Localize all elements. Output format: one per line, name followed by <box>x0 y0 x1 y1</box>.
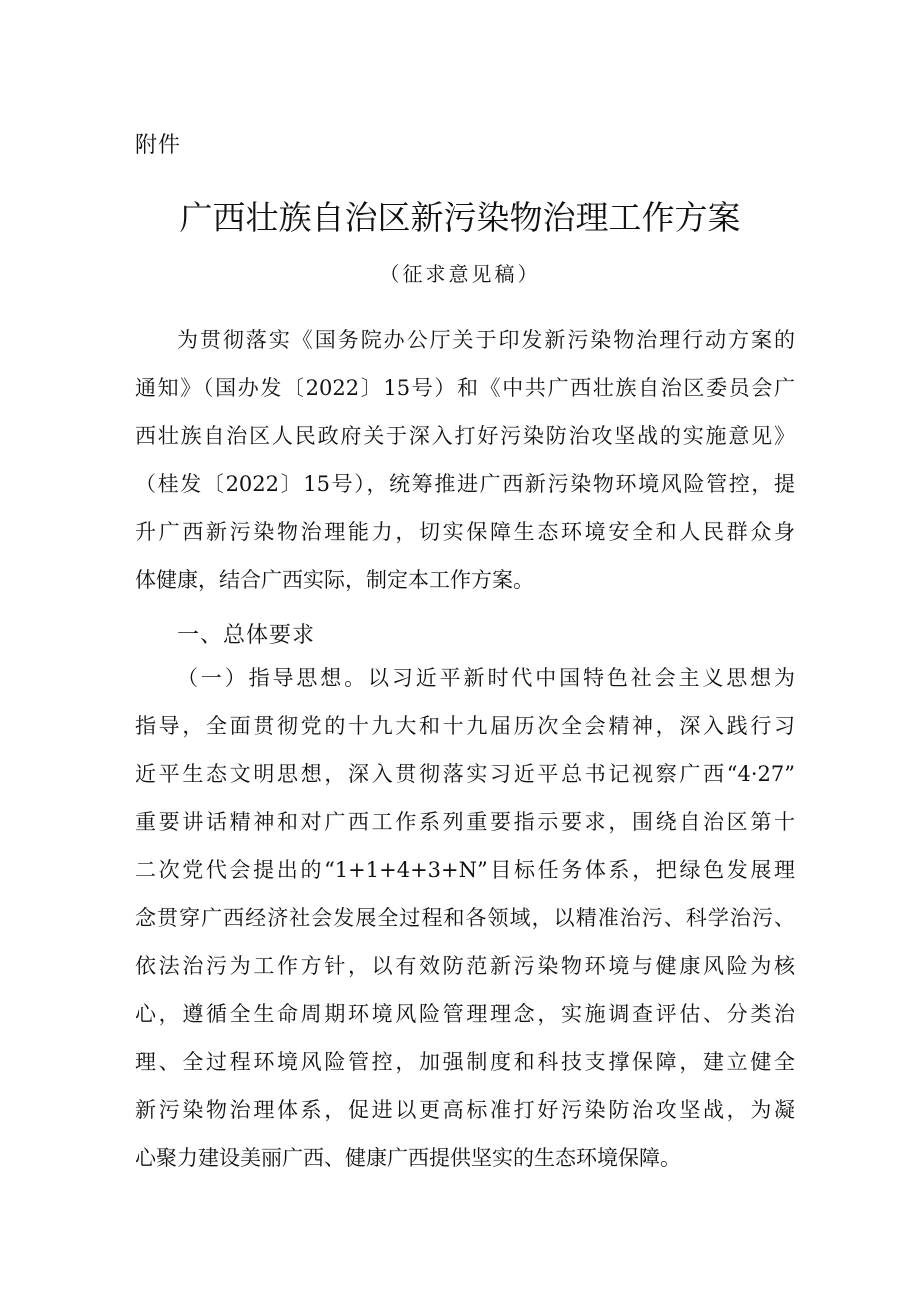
paragraph-line: 西壮族自治区人民政府关于深入打好污染防治攻坚战的实施意见》 <box>135 424 795 448</box>
paragraph-line: 依法治污为工作方针，以有效防范新污染物环境与健康风险为核 <box>135 954 795 978</box>
paragraph-line: 通知》（国办发〔2022〕15号）和《中共广西壮族自治区委员会广 <box>135 376 795 400</box>
paragraph-line: （一）指导思想。以习近平新时代中国特色社会主义思想为 <box>177 666 795 690</box>
paragraph-line: 指导，全面贯彻党的十九大和十九届历次全会精神，深入践行习 <box>135 714 795 738</box>
paragraph-line: 体健康，结合广西实际，制定本工作方案。 <box>135 568 534 592</box>
paragraph-line: 心聚力建设美丽广西、健康广西提供坚实的生态环境保障。 <box>135 1146 681 1170</box>
paragraph-line: 理、全过程环境风险管控，加强制度和科技支撑保障，建立健全 <box>135 1050 795 1074</box>
paragraph-line: 念贯穿广西经济社会发展全过程和各领域，以精准治污、科学治污、 <box>135 906 795 930</box>
paragraph-line: 升广西新污染物治理能力，切实保障生态环境安全和人民群众身 <box>135 520 795 544</box>
attachment-label: 附件 <box>135 133 182 158</box>
section-heading: 一、总体要求 <box>177 623 316 648</box>
paragraph-line: 重要讲话精神和对广西工作系列重要指示要求，围绕自治区第十 <box>135 810 795 834</box>
paragraph-line: 新污染物治理体系，促进以更高标准打好污染防治攻坚战，为凝 <box>135 1098 795 1122</box>
paragraph-line: 心，遵循全生命周期环境风险管理理念，实施调查评估、分类治 <box>135 1002 795 1026</box>
document-title: 广西壮族自治区新污染物治理工作方案 <box>179 198 741 237</box>
paragraph-line: 二次党代会提出的“1+1+4+3+N”目标任务体系，把绿色发展理 <box>135 858 795 882</box>
document-subtitle: （征求意见稿） <box>379 262 541 286</box>
paragraph-line: （桂发〔2022〕15号），统筹推进广西新污染物环境风险管控，提 <box>135 472 795 496</box>
paragraph-line: 为贯彻落实《国务院办公厅关于印发新污染物治理行动方案的 <box>177 328 795 352</box>
paragraph-line: 近平生态文明思想，深入贯彻落实习近平总书记视察广西“4·27” <box>135 762 795 786</box>
